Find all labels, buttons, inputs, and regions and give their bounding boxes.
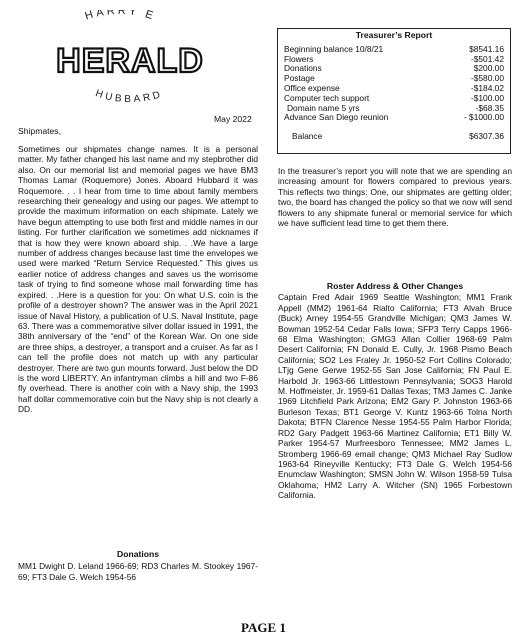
roster-section <box>278 281 512 501</box>
treasurer-balance-row <box>284 132 504 142</box>
svg-text:HARRY E <box>84 10 158 23</box>
treasurer-report-box <box>277 28 511 154</box>
row-label: Computer tech support <box>284 92 370 103</box>
roster-text: Captain Fred Adair 1969 Seattle Washington; MM1 Frank Appell (MM2) 1961-64 Rialto California; FT3 Alvah Bruce (Buck) Arney 1954-55 Grandville Michigan; QM3 James W. Bowman 1952-54 Cedar Falls Iowa; SFP3 Terry Capps 1966-68 Elma Washington; GMG3 Allan Collier 1968-69 Palm Desert California; FN Donald E. Cully, Jr. 1968 Pismo Beach California; SO2 Les Fraley Jr. 1950-52 Fort Collins Colorado; LTjg Gene Gerwe 1952-55 San Jose California; FN Paul E. Harbold Jr. 1963-66 Littlestown Pennsylvania; SOG3 Harold M. Hoffmeister, Jr. 1959-61 Dallas Texas; TM3 James C. Janke 1969 Litchfield Park Arizona; EM2 Gary P. Johnston 1963-66 Burleson Texas; BT1 George V. Kuntz 1963-66 Tolna North Dakota; BTFN Clarence Nesse 1954-55 Palm Harbor Florida; RD2 Gary Padgett 1963-66 Martinez California; ET1 Billy W. Parker 1954-57 Murfreesboro Tennessee; MM2 James L. Stromberg 1966-69 email change; QM3 Michael Ray Sudlow 1963-64 Rineyville Kentucky; FT3 Dale G. Welch 1954-56 Enumclaw Washington; SMSN John W. Wilson 1958-59 Tulsa Oklahoma; HM2 Larry A. Witcher (SN) 1965 Forbestown California. <box>278 292 512 501</box>
herald-masthead-logo <box>18 10 218 106</box>
row-amount: -$100.00 <box>470 92 504 103</box>
row-label: Domain name 5 yrs <box>287 102 360 113</box>
row-amount: -$580.00 <box>470 73 504 84</box>
row-amount: -$501.42 <box>470 53 504 64</box>
donations-heading: Donations <box>116 549 159 559</box>
donations-text: MM1 Dwight D. Leland 1966-69; RD3 Charles M. Stookey 1967-69; FT3 Dale G. Welch 1954-56 <box>18 561 258 582</box>
row-label: Advance San Diego reunion <box>284 112 389 123</box>
row-amount: $200.00 <box>473 63 504 74</box>
row-label: Postage <box>284 73 315 84</box>
greeting: Shipmates, <box>18 126 61 136</box>
roster-heading: Roster Address & Other Changes <box>326 281 464 291</box>
treasurer-heading: Treasurer’s Report <box>355 30 433 40</box>
row-label: Office expense <box>284 82 340 93</box>
balance-amount: $6307.36 <box>469 131 504 142</box>
row-label: Donations <box>284 63 322 74</box>
row-label: Beginning balance 10/8/21 <box>284 43 384 54</box>
intro-paragraph: Sometimes our shipmates change names. It is a personal matter. My father changed his last name and my stepbrother did also. On our memorial list and memorial pages we have BM3 Thomas Lamar (Roquemore) Jones. Aboard Hubbard it was Roquemore. . . I hear from time to time about family members researching their genealogy and using our pages. We attempt to provide the maximum information on each shipmate. Lately we have begun attempting to use both first and middle names in our listing. For further clarification we sometimes add nicknames if that is how they were known aboard ship. . .We have a large number of address changes because last time the envelopes we used were marked “Return Service Requested.” This gives us earlier notice of address changes and saves us the worrisome task of trying to find someone whose mail forwarding time has expired. . .Here is a question for you: On what U.S. coin is the profile of a destroyer shown? The answer was in the April 2021 issue of Naval History, a publication of U.S. Naval Institute, page 63. There was a commemorative silver dollar issued in 1991, the 38th anniversary of the “end” of the Korean War. On one side are three ships, a destroyer, a transport and a cruiser. As far as I can tell the profile does not match up with any particular destroyer. There are two gun mounts forward. Just below the DD is the word LIBERTY. An infantryman climbs a hill and two F-86 fly overhead. There is another coin with a Navy ship, the 1993 half dollar commemorative coin but the Navy ship is not clearly a DD. <box>18 144 258 415</box>
row-amount: - $1000.00 <box>463 112 504 123</box>
row-amount: -$184.02 <box>470 82 504 93</box>
issue-date: May 2022 <box>214 114 252 124</box>
treasurer-row <box>284 113 504 123</box>
balance-label: Balance <box>292 131 323 142</box>
masthead-bottom-arc: HUBBARD <box>93 88 165 106</box>
masthead-top-arc: HARRY E <box>83 10 158 23</box>
row-label: Flowers <box>284 53 314 64</box>
page-number: PAGE 1 <box>241 620 286 635</box>
row-amount: $8541.16 <box>469 43 504 54</box>
donations-section <box>18 549 258 582</box>
row-amount: -$68.35 <box>475 102 504 113</box>
masthead-title: HERALD <box>56 42 204 80</box>
treasurer-commentary: In the treasurer’s report you will note that we are spending an increasing amount for flowers compared to previous years. This reflects two things: One, our shipmates are getting older; two, the board has changed the policy so that we now will send flowers to any shipmate funeral or memorial service for which we have sufficient lead time to get them there. <box>278 166 512 229</box>
svg-text:HUBBARD <box>94 88 164 105</box>
